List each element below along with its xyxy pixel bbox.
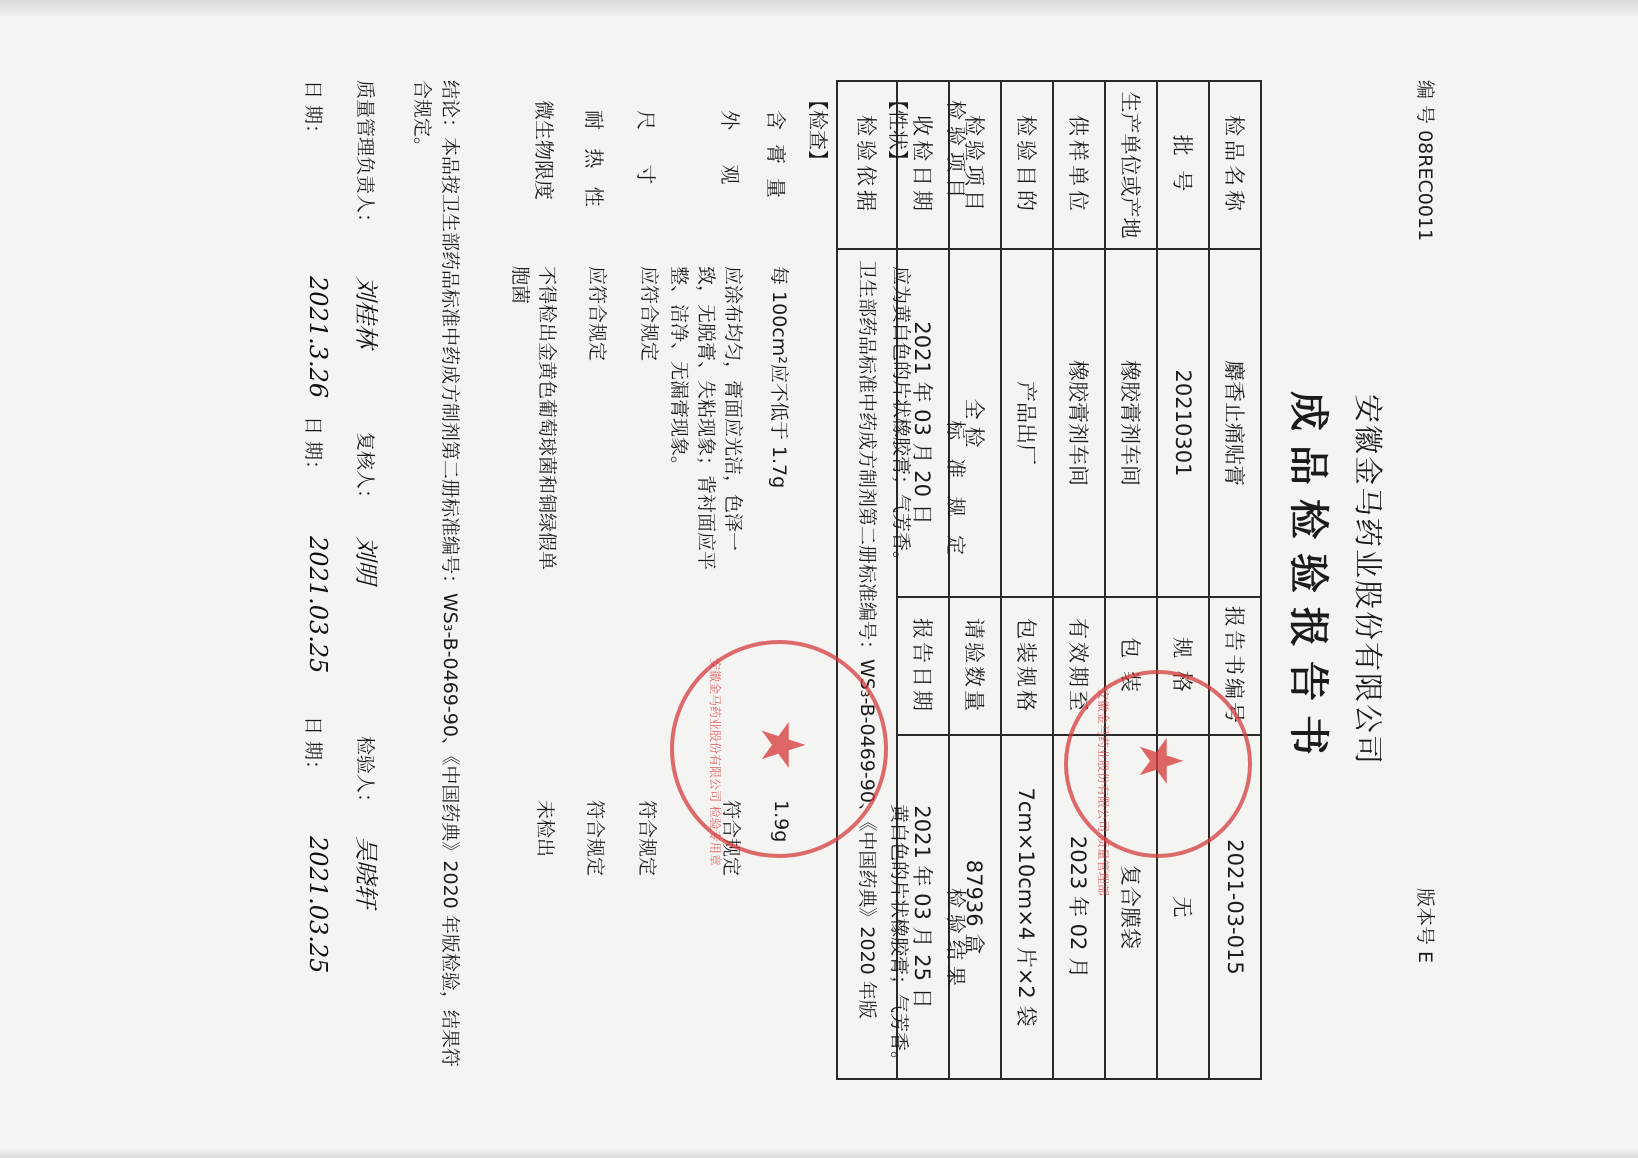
receive-date-value: 2021 年 03 月 20 日	[897, 249, 949, 597]
supplier-value: 橡胶膏剂车间	[1053, 249, 1105, 597]
product-name-label: 检品名称	[1209, 81, 1261, 249]
basis-label: 检验依据	[837, 81, 897, 249]
row-standard-microbe: 不得检出金黄色葡萄球菌和铜绿假单胞菌	[509, 266, 558, 571]
col-result-header: 检验结果	[944, 888, 968, 992]
row-result-size: 符合规定	[636, 800, 658, 877]
inspector-date-label: 日 期：	[302, 716, 324, 780]
row-result-microbe: 未检出	[534, 800, 556, 858]
report-no-value: 2021-03-015	[1209, 735, 1261, 1079]
expiry-label: 有效期至	[1053, 597, 1105, 735]
col-standard-header: 标 准 规 定	[944, 420, 968, 562]
product-name-value: 麝香止痛贴膏	[1209, 249, 1261, 597]
quality-dept-stamp	[1064, 670, 1252, 896]
row-item-content: 含膏量	[764, 110, 788, 212]
inspector-date: 2021.03.25	[304, 836, 332, 974]
character-standard: 应为黄白色的片状橡胶膏；气芳香。	[890, 266, 912, 571]
stamp-star-icon: ★	[747, 718, 817, 772]
spec-value: 无	[1157, 735, 1209, 1079]
inspection-stamp	[670, 640, 888, 866]
row-standard-size: 应符合规定	[638, 266, 660, 362]
version-number: 版本号 E	[1414, 888, 1436, 964]
inspector-signature: 吴晓轩	[352, 836, 380, 908]
table-row	[1105, 81, 1157, 1079]
table-row	[1053, 81, 1105, 1079]
stamp-text: 安徽金马药业股份有限公司 检验专用章	[708, 658, 722, 866]
qa-signature: 刘桂林	[352, 276, 380, 348]
row-item-appearance: 外 观	[718, 110, 742, 199]
producer-label: 生产单位或产地	[1105, 81, 1157, 249]
row-result-heat: 符合规定	[584, 800, 606, 877]
package-value: 复合膜袋	[1105, 735, 1157, 1079]
row-standard-heat: 应符合规定	[586, 266, 608, 362]
reviewer-signature: 刘明	[352, 536, 380, 584]
document-title: 成品检验报告书	[1285, 391, 1331, 769]
spec-label: 规 格	[1157, 597, 1209, 735]
reviewer-label: 复核人：	[354, 432, 376, 509]
scan-bottom-edge	[0, 1148, 1638, 1158]
qa-date: 2021.3.26	[304, 276, 332, 399]
pack-spec-label: 包装规格	[1001, 597, 1053, 735]
expiry-value: 2023 年 02 月	[1053, 735, 1105, 1079]
items-value: 全 检	[949, 249, 1001, 597]
pack-spec-value: 7cm×10cm×4 片×2 袋	[1001, 735, 1053, 1079]
row-result-content: 1.9g	[770, 800, 792, 843]
character-result: 黄白色的片状橡胶膏；气芳香。	[888, 804, 910, 1071]
batch-value: 20210301	[1157, 249, 1209, 597]
qty-label: 请验数量	[949, 597, 1001, 735]
reviewer-date-label: 日 期：	[302, 416, 324, 480]
stamp-text: 安徽金马药业股份有限公司 质量管理部	[1096, 688, 1110, 896]
inspection-report-document	[28, 80, 1448, 1080]
basis-value: 卫生部药品标准中药成方制剂第二册标准编号：WS₃-B-0469-90、《中国药典》2020 年版	[837, 249, 897, 1079]
qty-value: 87936 盒	[949, 735, 1001, 1079]
table-row	[1209, 81, 1261, 1079]
row-standard-appearance: 应涂布均匀，膏面应光洁，色泽一致，无脱膏、失粘现象；背衬面应平整、洁净、无漏膏现象。	[668, 266, 744, 571]
conclusion-text: 结论：本品按卫生部药品标准中药成方制剂第二册标准编号：WS₃-B-0469-90、《中国药典》2020 年版检验，结果符合规定。	[411, 80, 461, 1067]
row-result-appearance: 符合规定	[720, 800, 742, 877]
row-item-microbe: 微生物限度	[532, 100, 556, 200]
table-row	[1001, 81, 1053, 1079]
reviewer-date: 2021.03.25	[304, 536, 332, 674]
items-label: 检验项目	[949, 81, 1001, 249]
check-section: 【检查】	[806, 90, 830, 170]
scan-top-edge	[0, 0, 1638, 18]
package-label: 包 装	[1105, 597, 1157, 735]
row-item-heat: 耐 热 性	[582, 110, 606, 213]
qa-label: 质量管理负责人：	[354, 80, 376, 233]
document-code: 编 号 08REC0011	[1414, 80, 1436, 242]
row-standard-content: 每 100cm²应不低于 1.7g	[768, 266, 790, 489]
col-item-header: 检验项目	[944, 100, 968, 204]
batch-label: 批 号	[1157, 81, 1209, 249]
producer-value: 橡胶膏剂车间	[1105, 249, 1157, 597]
character-section: 【性状】	[886, 90, 910, 170]
purpose-value: 产品出厂	[1001, 249, 1053, 597]
supplier-label: 供样单位	[1053, 81, 1105, 249]
inspector-label: 检验人：	[354, 736, 376, 813]
table-row	[1157, 81, 1209, 1079]
report-date-value: 2021 年 03 月 25 日	[897, 735, 949, 1079]
row-item-size: 尺 寸	[634, 110, 658, 199]
receive-date-label: 收检日期	[897, 81, 949, 249]
stamp-star-icon: ★	[1125, 734, 1195, 788]
report-date-label: 报告日期	[897, 597, 949, 735]
qa-date-label: 日 期：	[302, 80, 324, 144]
report-no-label: 报告书编号	[1209, 597, 1261, 735]
purpose-label: 检验目的	[1001, 81, 1053, 249]
company-name: 安徽金马药业股份有限公司	[1351, 393, 1385, 766]
